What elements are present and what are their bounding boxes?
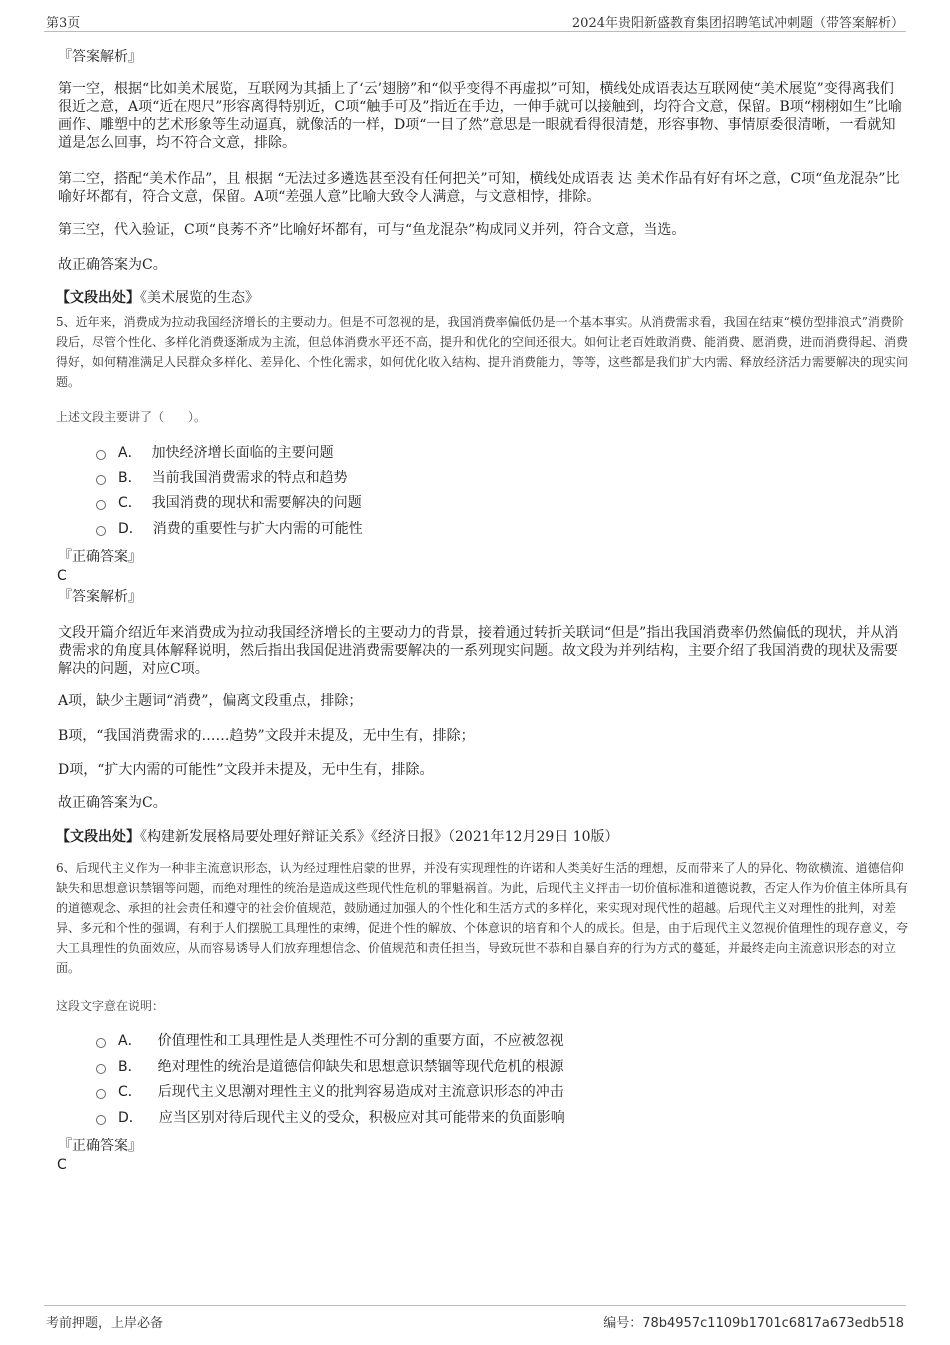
question-5-prompt: 上述文段主要讲了（ ）。 (56, 410, 207, 424)
radio-icon[interactable] (96, 450, 106, 460)
analysis-paragraph: D项，“扩大内需的可能性”文段并未提及，无中生有，排除。 (58, 762, 434, 778)
source-label: 【文段出处】 (56, 829, 140, 845)
option-letter: A． (118, 445, 142, 461)
option-text: 后现代主义思潮对理性主义的批判容易造成对主流意识形态的冲击 (157, 1084, 564, 1100)
radio-icon[interactable] (96, 526, 106, 536)
option-text: 当前我国消费需求的特点和趋势 (151, 470, 348, 486)
question-6-text: 6、后现代主义作为一种非主流意识形态，认为经过理性启蒙的世界，并没有实现理性的许诺和人类美好生活的理想，反而带来了人的异化、物欲横流、道德信仰缺失和思想意识禁锢等问题，而绝对理性的统治是造成这些现代性危机的罪魁祸首。为此，后现代主义抨击一切价值标准和道德说教，否定人作为价值主体所具有的道德观念、承担的社会责任和遵守的社会价值规范，鼓励通过加强人的个性化和生活方式的多样化，来实现对现代性的超越。后现代主义对理性的批判，对差异、多元和个性的强调，有利于人们摆脱工具理性的束缚，促进个性的解放、个体意识的培育和个人的成长。但是，由于后现代主义忽视价值理性的现存意义，夸大工具理性的负面效应，从而容易诱导人们放弃理想信念、价值规范和责任担当，导致玩世不恭和自暴自弃的行为方式的蔓延，并最终走向主流意识形态的对立面。 (56, 861, 909, 975)
correct-answer: C (57, 1157, 67, 1173)
analysis-paragraph: 第一空，根据“比如美术展览，互联网为其插上了‘云’翅膀”和“似乎变得不再虚拟”可知，横线处成语表达互联网使“美术展览”变得离我们很近之意，A项“近在咫尺”形容离得特别近，C项“触手可及”指近在手边，一伸手就可以接触到，均符合文意，保留。B项“栩栩如生”比喻画作、雕塑中的艺术形象等生动逼真，就像活的一样，D项“一目了然”意思是一眼就看得很清楚，形容事物、事情原委很清晰，一看就知道是怎么回事，均不符合文意，排除。 (58, 81, 903, 151)
analysis-paragraph: 文段开篇介绍近年来消费成为拉动我国经济增长的主要动力的背景，接着通过转折关联词“但是”指出我国消费率仍然偏低的现状，并从消费需求的角度具体解释说明，然后指出我国促进消费需要解决的一系列现实问题。故文段为并列结构，主要介绍了我国消费的现状及需要解决的问题，对应C项。 (58, 625, 899, 677)
option-letter: C． (118, 1084, 142, 1100)
correct-answer-label: 『正确答案』 (58, 1138, 142, 1154)
radio-icon[interactable] (96, 500, 106, 510)
radio-icon[interactable] (96, 1064, 106, 1074)
radio-icon[interactable] (96, 1089, 106, 1099)
option-text: 我国消费的现状和需要解决的问题 (151, 495, 362, 511)
question-6-prompt: 这段文字意在说明： (56, 999, 165, 1013)
option-d[interactable] (96, 520, 363, 538)
document-code-value: 78b4957c1109b1701c6817a673edb518 (642, 1316, 904, 1331)
option-letter: D． (118, 1110, 143, 1126)
option-text: 加快经济增长面临的主要问题 (151, 445, 334, 461)
source-citation (56, 828, 619, 846)
correct-answer: C (57, 568, 67, 584)
source-text: 《美术展览的生态》 (140, 290, 259, 306)
footer-divider (44, 1305, 906, 1306)
option-letter: B． (118, 1059, 142, 1075)
option-a[interactable] (96, 1032, 564, 1050)
option-letter: D． (118, 521, 143, 537)
analysis-paragraph: 第三空，代入验证，C项“良莠不齐”比喻好坏都有，可与“鱼龙混杂”构成同义并列，符合文意，当选。 (58, 222, 686, 238)
option-text: 绝对理性的统治是道德信仰缺失和思想意识禁锢等现代危机的根源 (157, 1059, 564, 1075)
analysis-paragraph: B项，“我国消费需求的……趋势”文段并未提及，无中生有，排除； (58, 728, 475, 744)
source-label: 【文段出处】 (56, 290, 140, 306)
question-5-text: 5、近年来，消费成为拉动我国经济增长的主要动力。但是不可忽视的是，我国消费率偏低仍是一个基本事实。从消费需求看，我国在结束“模仿型排浪式”消费阶段后，尽管个性化、多样化消费逐渐成为主流，但总体消费水平还不高，提升和优化的空间还很大。如何让老百姓敢消费、能消费、愿消费，进而消费得起、消费得好，如何精准满足人民群众多样化、差异化、个性化需求，如何优化收入结构、提升消费能力，等等，这些都是我们扩大内需、释放经济活力需要解决的现实问题。 (56, 315, 909, 389)
radio-icon[interactable] (96, 475, 106, 485)
correct-answer-label: 『正确答案』 (58, 549, 142, 565)
option-text: 价值理性和工具理性是人类理性不可分割的重要方面，不应被忽视 (157, 1033, 564, 1049)
option-c[interactable] (96, 494, 362, 512)
page-number: 第3页 (46, 16, 81, 31)
analysis-paragraph: 第二空，搭配“美术作品”，且 根据 “无法过多遴选甚至没有任何把关”可知，横线处成语表 达 美术作品有好有坏之意，C项“鱼龙混杂”比喻好坏都有，符合文意，保留。A项“差强人意”比喻大致令人满意，与文意相悖，排除。 (58, 171, 900, 205)
option-letter: B． (118, 470, 142, 486)
option-c[interactable] (96, 1083, 564, 1101)
document-title: 2024年贵阳新盛教育集团招聘笔试冲刺题（带答案解析） (571, 16, 904, 31)
source-text: 《构建新发展格局要处理好辩证关系》《经济日报》（2021年12月29日 10版） (140, 829, 619, 845)
document-code (603, 1312, 904, 1331)
option-text: 应当区别对待后现代主义的受众，积极应对其可能带来的负面影响 (158, 1110, 565, 1126)
radio-icon[interactable] (96, 1038, 106, 1048)
radio-icon[interactable] (96, 1115, 106, 1125)
analysis-conclusion: 故正确答案为C。 (58, 795, 167, 811)
analysis-paragraph: A项，缺少主题词“消费”，偏离文段重点，排除； (58, 693, 363, 709)
option-d[interactable] (96, 1109, 565, 1127)
option-a[interactable] (96, 444, 334, 462)
analysis-label: 『答案解析』 (58, 49, 142, 65)
footer-slogan: 考前押题，上岸必备 (46, 1316, 164, 1331)
source-citation (56, 289, 259, 307)
option-b[interactable] (96, 469, 348, 487)
option-text: 消费的重要性与扩大内需的可能性 (152, 521, 363, 537)
option-letter: C． (118, 495, 142, 511)
header-divider (44, 31, 906, 32)
analysis-conclusion: 故正确答案为C。 (58, 257, 167, 273)
analysis-label: 『答案解析』 (58, 589, 142, 605)
option-letter: A． (118, 1033, 142, 1049)
document-code-label: 编号： (603, 1316, 643, 1331)
option-b[interactable] (96, 1058, 564, 1076)
